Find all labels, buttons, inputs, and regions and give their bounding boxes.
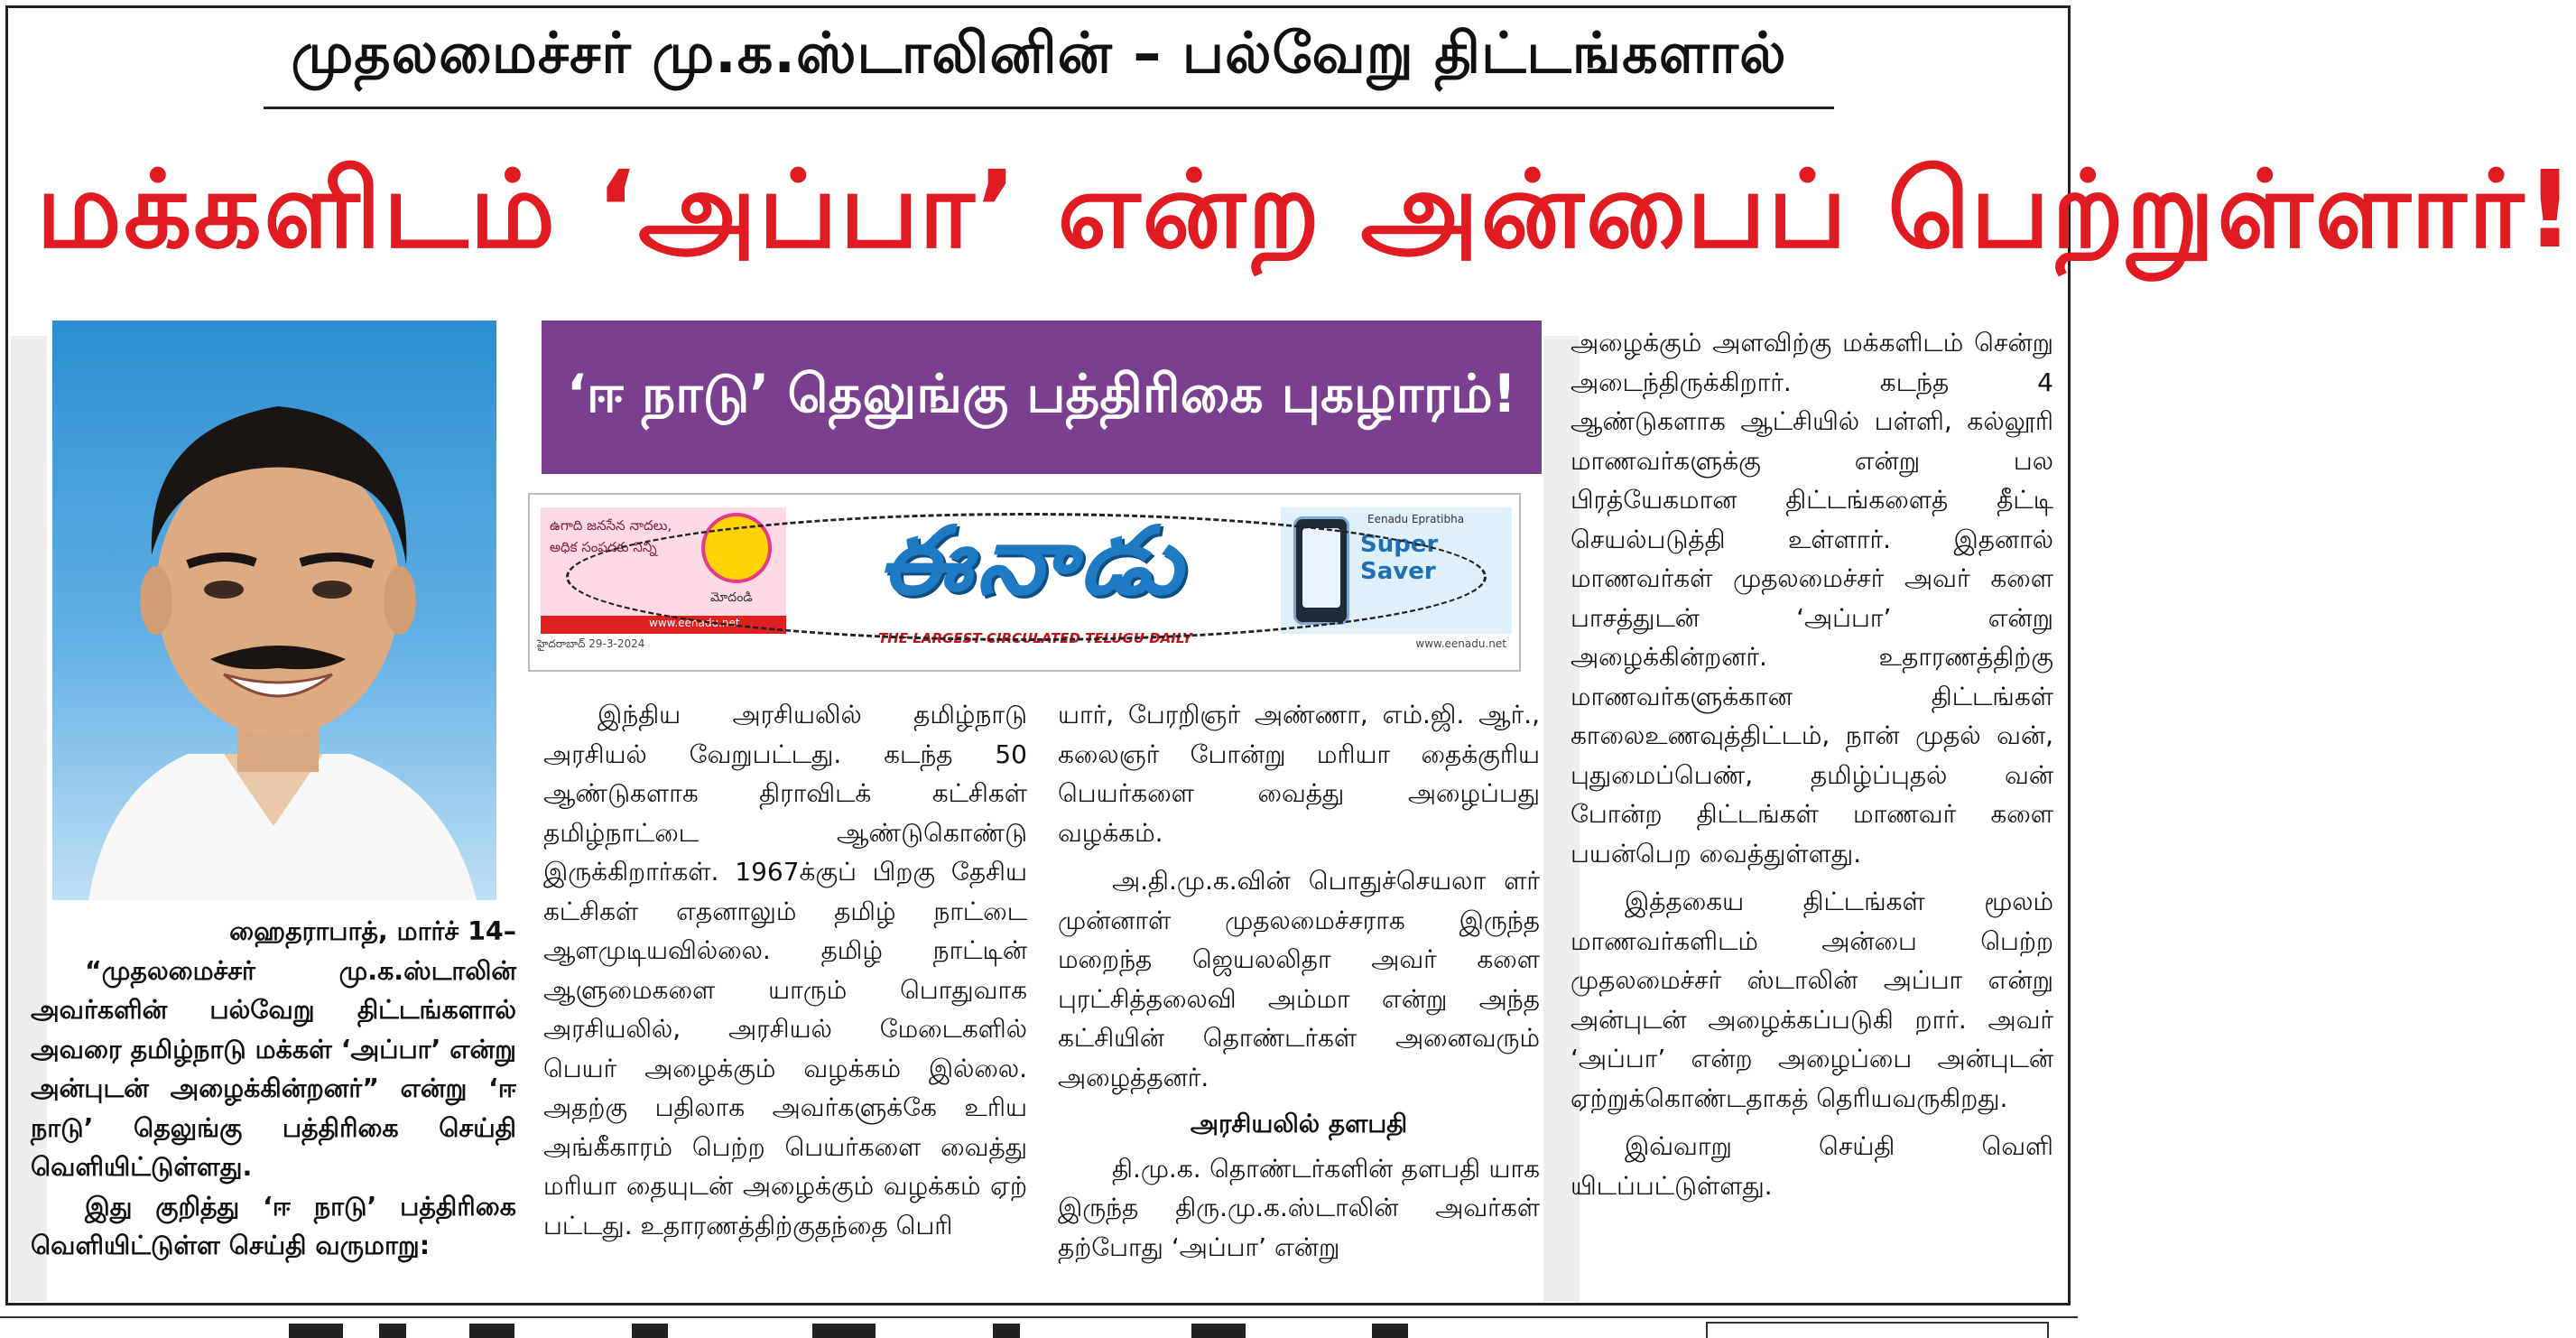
dashed-highlight-ellipse <box>566 513 1487 641</box>
eenadu-logo: ఈనాడు <box>877 506 1188 616</box>
newspaper-masthead-image <box>528 493 1521 672</box>
lead-paragraph-2: இது குறித்து ‘ஈ நாடு’ பத்திரிகை வெளியிட்டுள்ள செய்தி வருமாறு: <box>31 1191 516 1260</box>
masthead-right-ad-title: Super Saver <box>1360 531 1439 585</box>
column-4-paragraph-3: இவ்வாறு செய்தி வெளி யிடப்பட்டுள்ளது. <box>1571 1131 2053 1201</box>
masthead-left-ad-caption: మోదండి <box>710 590 753 605</box>
masthead-right-ad-brand: Eenadu Epratibha <box>1367 513 1465 525</box>
column-3-paragraph-3: தி.மு.க. தொண்டர்களின் தளபதி யாக இருந்த திரு.மு.க.ஸ்டாலின் அவர்கள் தற்போது ‘அப்பா’ என்று <box>1058 1153 1540 1262</box>
masthead-tagline: THE LARGEST CIRCULATED TELUGU DAILY <box>878 630 1192 646</box>
kicker-underline <box>264 107 1834 109</box>
masthead-website: www.eenadu.net <box>1415 637 1506 650</box>
portrait-photo <box>52 321 496 900</box>
column-3-paragraph-1: யார், பேரறிஞர் அண்ணா, எம்.ஜி. ஆர்., கலைஞர் போன்று மரியா தைக்குரிய பெயர்களை வைத்து அழைப்பது வழக்கம். <box>1058 700 1540 848</box>
main-headline: மக்களிடம் ‘அப்பா’ என்ற அன்பைப் பெற்றுள்ளார்! <box>36 147 2576 272</box>
masthead-left-ad-text: ఉగాది జనసేన నాదలు, అధిక సంపదకు నిన్ని <box>550 517 672 555</box>
bottom-divider <box>0 1316 2078 1318</box>
column-2-paragraph: இந்திய அரசியலில் தமிழ்நாடு அரசியல் வேறுபட்டது. கடந்த 50 ஆண்டுகளாக திராவிடக் கட்சிகள் தமிழ்நாட்டை ஆண்டுகொண்டு இருக்கிறார்கள். 1967க்குப் பிறகு தேசிய கட்சிகள் எதனாலும் தமிழ் நாட்டை ஆளமுடியவில்லை. தமிழ் நாட்டின் ஆளுமைகளை யாரும் பொதுவாக அரசியலில், அரசியல் மேடைகளில் பெயர் அழைக்கும் வழக்கம் இல்லை. அதற்கு பதிலாக அவர்களுக்கே உரிய அங்கீகாரம் பெற்ற பெயர்களை வைத்து மரியா தையுடன் அழைக்கும் வழக்கம் ஏற் பட்டது. உதாரணத்திற்குதந்தை பெரி <box>543 700 1027 1240</box>
column-3-paragraph-2: அ.தி.மு.க.வின் பொதுச்செயலா ளர் முன்னாள் முதலமைச்சராக இருந்த மறைந்த ஜெயலலிதா அவர் களை புரட்சித்தலைவி அம்மா என்று அந்த கட்சியின் தொண்டர்கள் அனைவரும் அழைத்தனர். <box>1058 866 1540 1092</box>
column-4-paragraph-1: அழைக்கும் அளவிற்கு மக்களிடம் சென்று அடைந்திருக்கிறார். கடந்த 4 ஆண்டுகளாக ஆட்சியில் பள்ளி, கல்லூரி மாணவர்களுக்கு என்று பல பிரத்யேகமான திட்டங்களைத் தீட்டி செயல்படுத்தி உள்ளார். இதனால் மாணவர்கள் முதலமைச்சர் அவர் களை பாசத்துடன் ‘அப்பா’ என்று அழைக்கின்றனர். உதாரணத்திற்கு மாணவர்களுக்கான திட்டங்கள் காலைஉணவுத்திட்டம், நான் முதல் வன், புதுமைப்பெண், தமிழ்ப்புதல் வன் போன்ற திட்டங்கள் மாணவர் களை பயன்பெற வைத்துள்ளது. <box>1571 328 2053 869</box>
masthead-left-ad-web: www.eenadu.net <box>649 617 740 629</box>
article-column-4 <box>1571 323 2053 1205</box>
article-column-3 <box>1058 695 1540 1267</box>
subheadline-text: ‘ஈ நாடு’ தெலுங்கு பத்திரிகை புகழாரம்! <box>566 363 1517 424</box>
article-column-2 <box>543 695 1027 1245</box>
column-4-paragraph-2: இத்தகைய திட்டங்கள் மூலம் மாணவர்களிடம் அன்பை பெற்ற முதலமைச்சர் ஸ்டாலின் அப்பா என்று அன்புடன் அழைக்கப்படுகி றார். அவர் ‘அப்பா’ என்ற அழைப்பை அன்புடன் ஏற்றுக்கொண்டதாகத் தெரியவருகிறது. <box>1571 887 2053 1113</box>
column-3-subhead: அரசியலில் தளபதி <box>1190 1109 1408 1138</box>
dateline: ஹைதராபாத், மார்ச் 14– <box>229 916 516 946</box>
masthead-dateline: హైదరాబాద్ 29-3-2024 <box>537 637 645 650</box>
subheadline-box <box>542 321 1542 474</box>
article-column-1 <box>31 912 516 1266</box>
kicker-headline: முதலமைச்சர் மு.க.ஸ்டாலினின் – பல்வேறு திட்டங்களால் <box>291 20 1787 86</box>
next-article-box-cropped <box>1706 1322 2049 1338</box>
lead-paragraph: “முதலமைச்சர் மு.க.ஸ்டாலின் அவர்களின் பல்வேறு திட்டங்களால் அவரை தமிழ்நாடு மக்கள் ‘அப்பா’ என்று அன்புடன் அழைக்கின்றனர்” என்று ‘ஈ நாடு’ தெலுங்கு பத்திரிகை செய்தி வெளியிட்டுள்ளது. <box>31 955 516 1182</box>
portrait-illustration <box>52 321 496 900</box>
